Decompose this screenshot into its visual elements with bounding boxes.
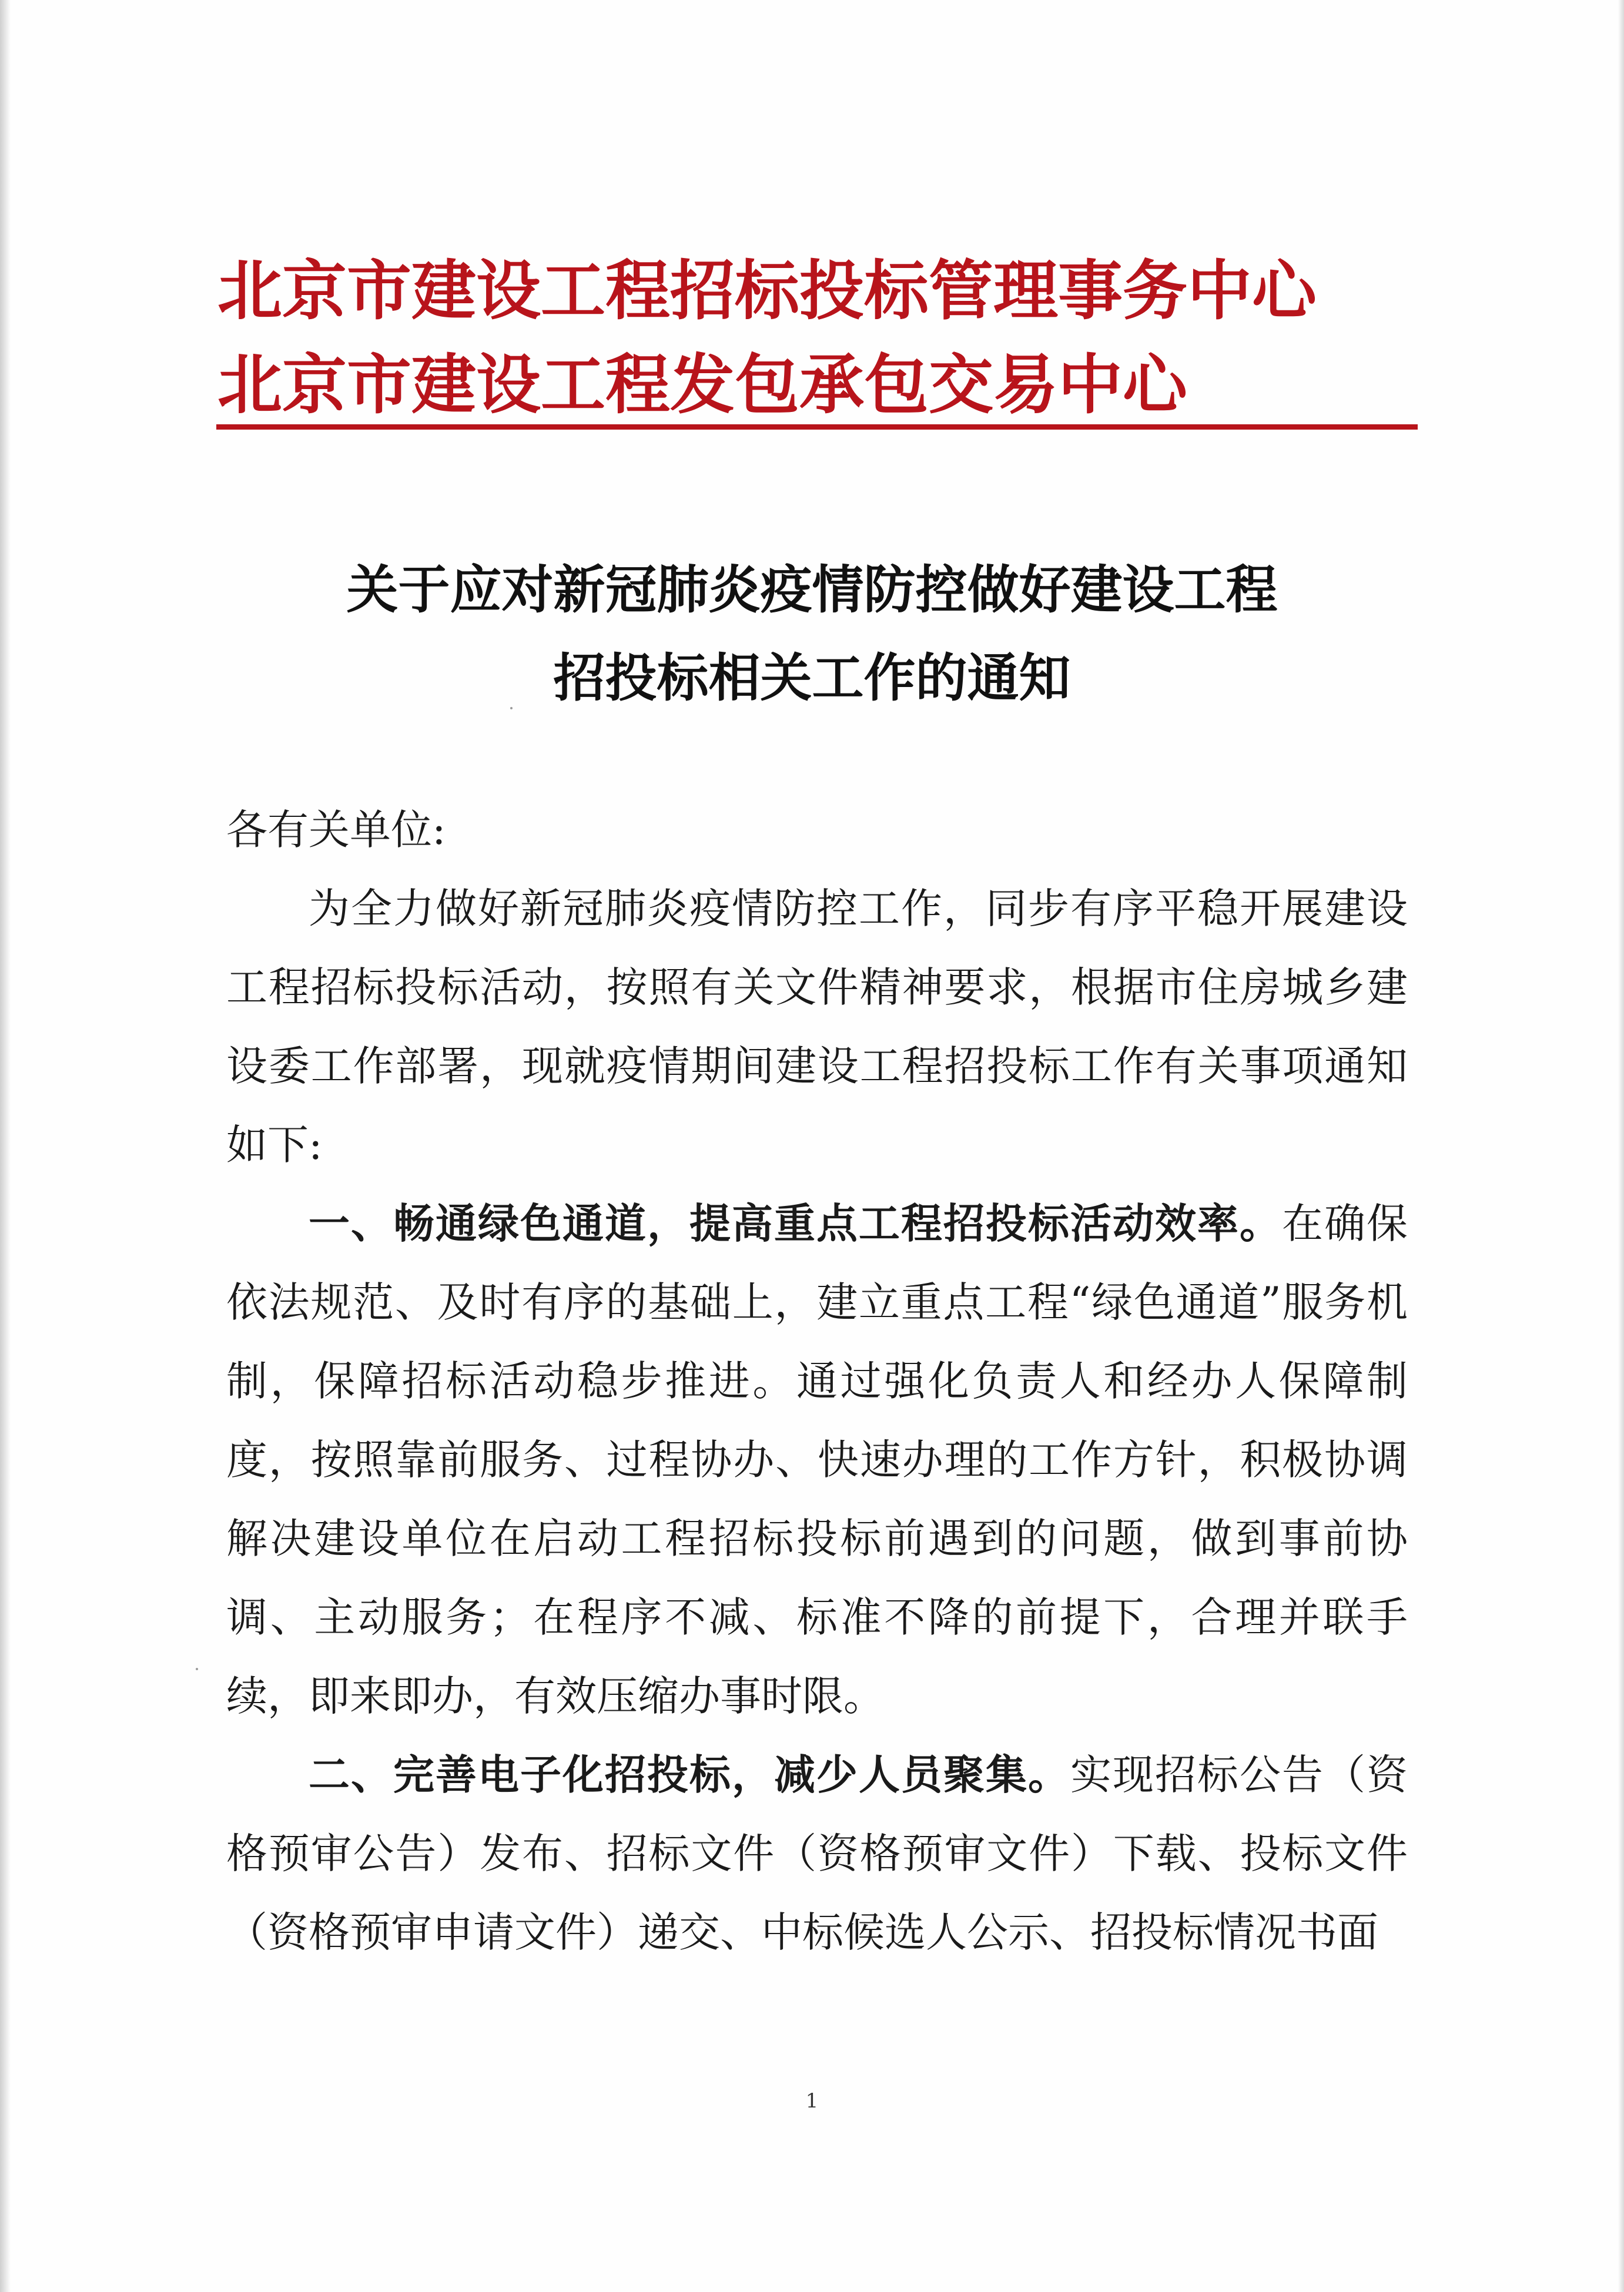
document-body [226, 790, 1408, 1972]
intro-paragraph: 为全力做好新冠肺炎疫情防控工作，同步有序平稳开展建设工程招标投标活动，按照有关文件精神要求，根据市住房城乡建设委工作部署，现就疫情期间建设工程招投标工作有关事项通知如下: [226, 884, 1408, 1169]
item-2-body: 实现招标公告（资格预审公告）发布、招标文件（资格预审文件）下载、投标文件（资格预审申请文件）递交、中标候选人公示、招投标情况书面 [226, 1751, 1408, 1956]
item-1-paragraph [226, 1184, 1408, 1735]
letterhead [217, 244, 1417, 432]
letterhead-org-2: 北京市建设工程发包承包交易中心 [217, 347, 1187, 423]
letterhead-line-1 [217, 244, 1417, 338]
scan-edge-left [0, 0, 11, 2292]
scan-edge-right [1618, 0, 1624, 2292]
title-line-2: 招投标相关工作的通知 [553, 647, 1071, 708]
document-title [0, 545, 1624, 722]
item-2-paragraph [226, 1735, 1408, 1972]
letterhead-divider [216, 424, 1418, 430]
title-line-1: 关于应对新冠肺炎疫情防控做好建设工程 [346, 559, 1278, 620]
scan-speck [510, 707, 513, 709]
salutation: 各有关单位: [226, 806, 446, 854]
letterhead-org-1: 北京市建设工程招标投标管理事务中心 [217, 253, 1317, 329]
page-number: 1 [805, 2089, 819, 2113]
item-2-heading: 二、完善电子化招投标，减少人员聚集。 [309, 1751, 1070, 1799]
letterhead-line-2 [217, 338, 1417, 432]
scan-speck [196, 1668, 198, 1670]
item-1-body: 在确保依法规范、及时有序的基础上，建立重点工程“绿色通道”服务机制，保障招标活动稳步推进。通过强化负责人和经办人保障制度，按照靠前服务、过程协办、快速办理的工作方针，积极协调解决建设单位在启动工程招标投标前遇到的问题，做到事前协调、主动服务；在程序不减、标准不降的前提下，合理并联手续，即来即办，有效压缩办事时限。 [226, 1199, 1408, 1720]
item-1-heading: 一、畅通绿色通道，提高重点工程招投标活动效率。 [309, 1199, 1282, 1248]
